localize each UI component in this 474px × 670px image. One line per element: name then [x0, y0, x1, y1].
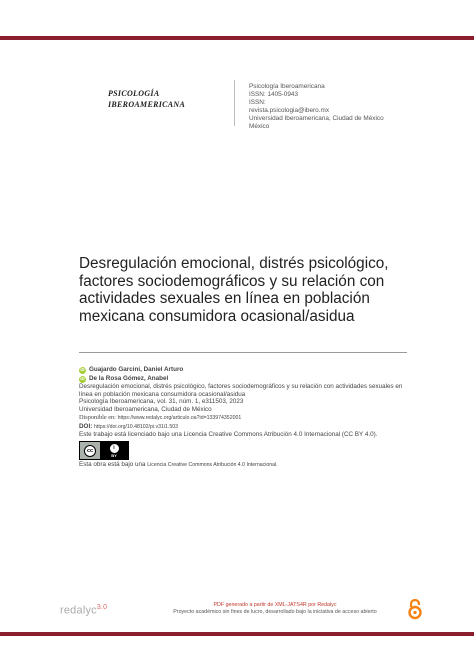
- license-statement: Este trabajo está licenciado bajo una Licencia Creative Commons Atribución 4.0 Internacional (CC BY 4.0).: [79, 431, 378, 439]
- author-item: [79, 366, 183, 375]
- journal-logo: [108, 88, 226, 110]
- open-access-icon: [405, 598, 425, 620]
- orcid-icon[interactable]: iD: [80, 367, 85, 373]
- orcid-icon[interactable]: iD: [80, 376, 85, 382]
- available-at: [79, 414, 409, 423]
- available-link[interactable]: https://www.redalyc.org/articulo.oa?id=133974352001: [117, 414, 242, 421]
- journal-institution: Universidad Iberoamericana, Ciudad de México: [249, 115, 384, 123]
- top-accent-bar: [0, 36, 474, 40]
- header-divider: [234, 80, 235, 126]
- title-line: factores sociodemográficos y su relación con: [79, 272, 385, 290]
- doi-link[interactable]: https://doi.org/10.48102/pi.v31i1.503: [94, 423, 178, 430]
- author-name: De la Rosa Gómez, Anabel: [89, 375, 169, 383]
- redalyc-logo[interactable]: [60, 604, 107, 617]
- bottom-accent-bar: [0, 632, 474, 636]
- title-line: actividades sexuales en línea en población: [79, 290, 370, 308]
- cc-by-badge[interactable]: [79, 441, 129, 460]
- citation-article-title: Desregulación emocional, distrés psicológico, factores sociodemográficos y su relación con actividades sexuales en línea en población mexicana consumidora ocasional/asidua: [79, 383, 403, 398]
- logo-line-2: IBEROAMERICANA: [108, 100, 186, 109]
- cc-icon-area: [80, 442, 100, 459]
- redalyc-wordmark: redalyc: [60, 604, 97, 617]
- author-list: [79, 366, 183, 384]
- attribution-icon: i: [110, 444, 119, 453]
- footer-generated-line: PDF generado a partir de XML-JATS4R por Redalyc: [213, 602, 337, 608]
- doi-label: DOI:: [79, 422, 93, 430]
- redalyc-version: 3.0: [96, 604, 108, 611]
- citation-block: [79, 383, 409, 439]
- journal-issn: ISSN: 1405-0943: [249, 91, 299, 99]
- journal-email[interactable]: revista.psicologia@ibero.mx: [249, 107, 330, 115]
- available-label: Disponible en:: [79, 413, 116, 421]
- journal-country: México: [249, 123, 270, 131]
- citation-institution: Universidad Iberoamericana, Ciudad de México: [79, 406, 212, 414]
- author-name: Guajardo Garcini, Daniel Arturo: [89, 366, 184, 374]
- citation-reference: Psicología Iberoamericana, vol. 31, núm. 1, e311503, 2023: [79, 398, 244, 406]
- by-label: BY: [111, 452, 117, 458]
- by-icon-area: [100, 442, 128, 459]
- license-notice: [79, 461, 278, 469]
- journal-info: [249, 83, 384, 132]
- title-separator: [79, 352, 407, 353]
- notice-prefix: Esta obra está bajo una: [79, 461, 146, 468]
- article-title: [79, 255, 404, 325]
- title-line: Desregulación emocional, distrés psicológico,: [79, 255, 389, 272]
- title-line: mexicana consumidora ocasional/asidua: [79, 307, 355, 325]
- journal-eissn: ISSN:: [249, 99, 266, 107]
- footer-text: [150, 602, 400, 616]
- journal-name: Psicología Iberoamericana: [249, 83, 325, 90]
- license-link[interactable]: Licencia Creative Commons Atribución 4.0 Internacional.: [147, 462, 278, 468]
- cc-icon: cc: [84, 445, 96, 457]
- footer-project-line: Proyecto académico sin fines de lucro, desarrollado bajo la iniciativa de acceso abierto: [173, 609, 377, 615]
- doi-line: [79, 423, 409, 432]
- logo-line-1: PSICOLOGÍA: [108, 89, 160, 98]
